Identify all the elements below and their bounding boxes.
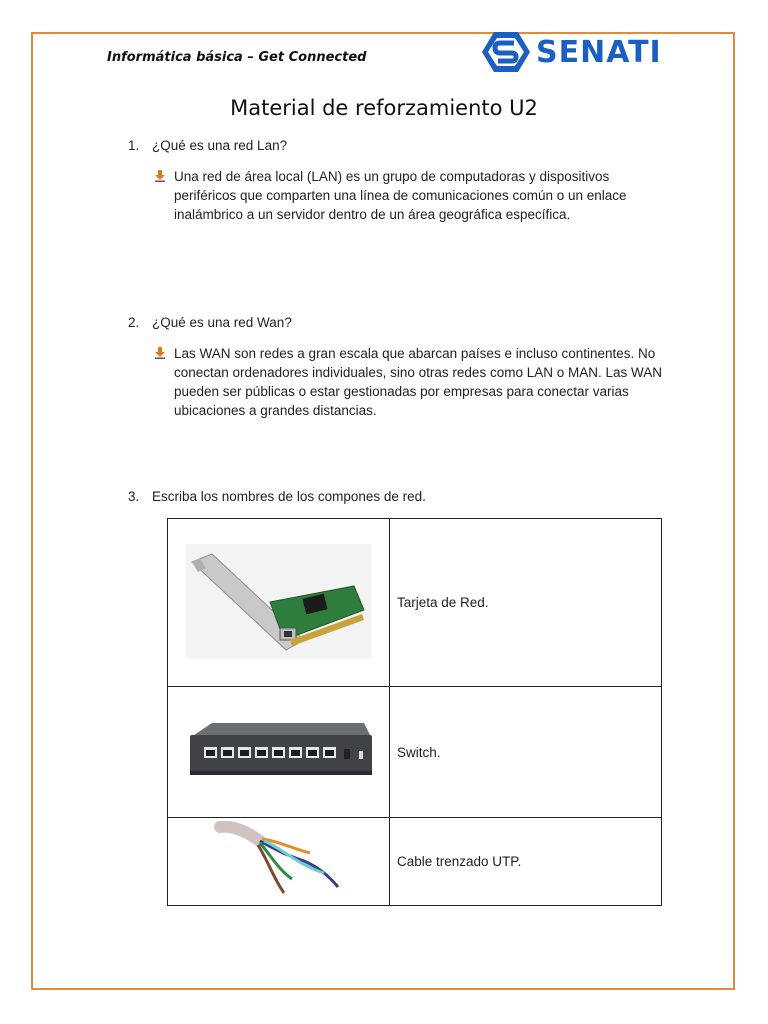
table-row [168, 519, 662, 687]
question-number: 1. [128, 138, 140, 153]
answer-text: Una red de área local (LAN) es un grupo de computadoras y dispositivos periféricos que comparten una línea de comunicaciones común o un enlace inalámbrico a un servidor dentro de un área geográfica específica. [174, 169, 627, 222]
switch-image [168, 687, 390, 818]
answer-1 [155, 167, 665, 224]
network-card-image [168, 519, 390, 687]
question-text: ¿Qué es una red Lan? [152, 138, 288, 153]
arrow-bullet-icon [155, 170, 165, 182]
question-text: ¿Qué es una red Wan? [152, 315, 292, 330]
component-label: Cable trenzado UTP. [390, 818, 662, 906]
answer-text: Las WAN son redes a gran escala que abarcan países e incluso continentes. No conectan ordenadores individuales, sino otras redes como LAN o MAN. Las WAN pueden ser públicas o estar gestionadas por empresas para conectar varias ubicaciones a grandes distancias. [174, 346, 662, 418]
component-label: Tarjeta de Red. [390, 519, 662, 687]
answer-2 [155, 344, 665, 420]
document-title: Material de reforzamiento U2 [230, 96, 538, 120]
components-table [167, 518, 662, 906]
question-text: Escriba los nombres de los compones de red. [152, 489, 426, 504]
table-row [168, 818, 662, 906]
question-number: 2. [128, 315, 140, 330]
course-header: Informática básica – Get Connected [107, 50, 367, 65]
component-label: Switch. [390, 687, 662, 818]
senati-logo-icon [480, 30, 532, 74]
senati-logo [480, 30, 662, 74]
utp-cable-image [168, 818, 390, 906]
question-2 [128, 315, 292, 330]
table-row [168, 687, 662, 818]
network-card-icon [186, 544, 371, 659]
utp-cable-icon [214, 821, 344, 899]
logo-text: SENATI [536, 34, 662, 70]
arrow-bullet-icon [155, 347, 165, 359]
question-number: 3. [128, 489, 140, 504]
question-3 [128, 489, 426, 504]
question-1 [128, 138, 287, 153]
switch-icon [184, 721, 374, 781]
